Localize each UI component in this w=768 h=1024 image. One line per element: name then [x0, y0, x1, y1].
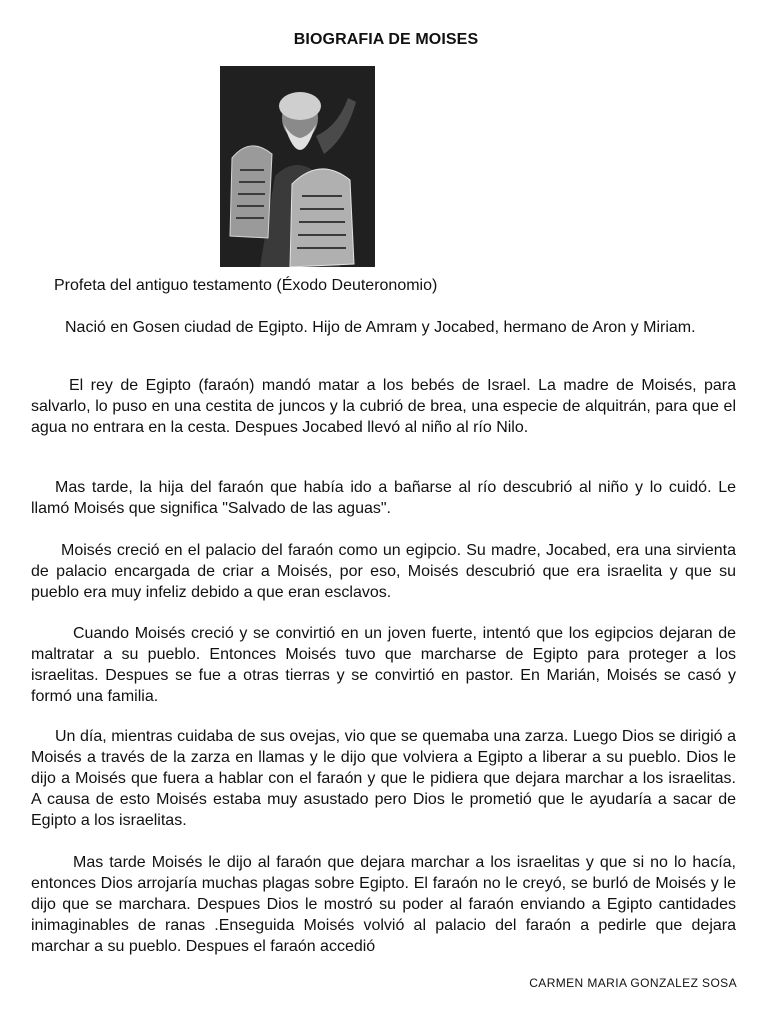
- paragraph-3: Mas tarde, la hija del faraón que había ido a bañarse al río descubrió al niño y lo cuidó. Le llamó Moisés que significa "Salvado de las aguas".: [31, 479, 736, 517]
- author-footer: CARMEN MARIA GONZALEZ SOSA: [529, 976, 737, 990]
- paragraph-2: El rey de Egipto (faraón) mandó matar a los bebés de Israel. La madre de Moisés, para salvarlo, lo puso en una cestita de juncos y la cubrió de brea, una especie de alquitrán, para que el agua no entrara en la cesta. Despues Jocabed llevó al niño al río Nilo.: [31, 377, 736, 436]
- paragraph-6: Un día, mientras cuidaba de sus ovejas, vio que se quemaba una zarza. Luego Dios se dirigió a Moisés a través de la zarza en llamas y le dijo que volviera a Egipto a liberar a su pueblo. Dios le dijo a Moisés que fuera a hablar con el faraón y que le pidiera que dejara marchar a los israelitas. A causa de esto Moisés estaba muy asustado pero Dios le prometió que le ayudaría a sacar de Egipto a los israelitas.: [31, 728, 736, 829]
- document-title: BIOGRAFIA DE MOISES: [293, 31, 479, 48]
- paragraph-7: Mas tarde Moisés le dijo al faraón que dejara marchar a los israelitas y que si no lo hacía, entonces Dios arrojaría muchas plagas sobre Egipto. El faraón no le creyó, se burló de Moisés y le dijo que se marchara. Despues Dios le mostró su poder al faraón enviando a Egipto cantidades inimaginables de ranas .Enseguida Moisés volvió al palacio del faraón a pedirle que dejara marchar a su pueblo. Despues el faraón accedió: [31, 854, 736, 955]
- moses-with-tablets-icon: [220, 66, 375, 267]
- paragraph-1: Nació en Gosen ciudad de Egipto. Hijo de Amram y Jocabed, hermano de Aron y Miriam.: [65, 319, 696, 336]
- moses-portrait-image: [220, 66, 375, 267]
- subtitle: Profeta del antiguo testamento (Éxodo Deuteronomio): [54, 277, 438, 294]
- paragraph-4: Moisés creció en el palacio del faraón como un egipcio. Su madre, Jocabed, era una sirvienta de palacio encargada de criar a Moisés, por eso, Moisés descubrió que era israelita y que su pueblo era muy infeliz debido a que eran esclavos.: [31, 542, 736, 601]
- paragraph-5: Cuando Moisés creció y se convirtió en un joven fuerte, intentó que los egipcios dejaran de maltratar a su pueblo. Entonces Moisés tuvo que marcharse de Egipto para proteger a los israelitas. Despues se fue a otras tierras y se convirtió en pastor. En Marián, Moisés se casó y formó una familia.: [31, 625, 736, 705]
